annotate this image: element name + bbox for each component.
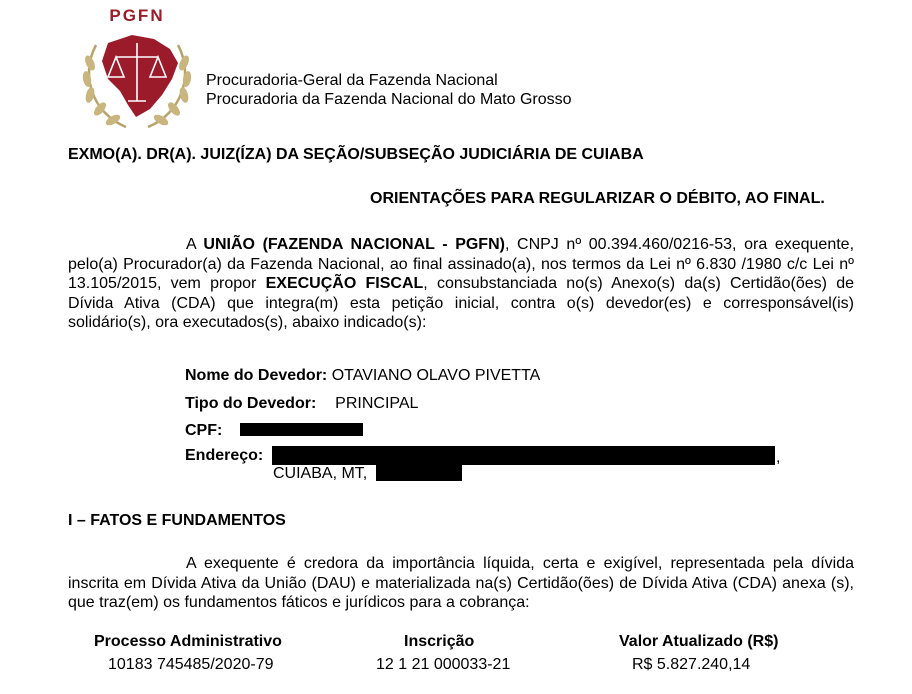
org-line-2: Procuradoria da Fazenda Nacional do Mato Grosso [206, 91, 572, 108]
debtor-cpf-row [185, 422, 222, 440]
table-cell-process: 10183 745485/2020-79 [108, 656, 274, 673]
table-header-value: Valor Atualizado (R$) [619, 633, 779, 650]
addressee: EXMO(A). DR(A). JUIZ(ÍZA) DA SEÇÃO/SUBSEÇÃO JUDICIÁRIA DE CUIABA [68, 146, 644, 163]
table-cell-value: R$ 5.827.240,14 [632, 656, 751, 673]
debtor-type-row [185, 395, 418, 413]
debtor-cpf-label: CPF: [185, 422, 223, 439]
intro-text-b: , CNPJ nº 00.394.460/0216-53, ora exequente, pelo(a) Procurador(a) da Fazenda Nacional, ao final assinado(a), nos termos da Lei nº 6.830 /1980 c/c Lei nº 13.105/2015, vem propor [68, 236, 855, 292]
logo-text: PGFN [109, 6, 165, 25]
facts-paragraph [68, 554, 854, 613]
facts-text: A exequente é credora da importância líquida, certa e exigível, representada pela dívida inscrita em Dívida Ativa da União (DAU) e materializada na(s) Certidão(ões) de Dívida Ativa (CDA) anexa (s), que traz(em) os fundamentos fáticos e jurídicos para a cobrança: [68, 555, 854, 611]
debtor-name-row [185, 367, 540, 385]
debtor-address-label: Endereço: [185, 447, 264, 464]
address-redaction [272, 446, 775, 465]
cpf-redaction [240, 423, 363, 436]
address-trailing-comma: , [776, 449, 781, 466]
section-title: I – FATOS E FUNDAMENTOS [68, 512, 286, 529]
orientation-title: ORIENTAÇÕES PARA REGULARIZAR O DÉBITO, AO FINAL. [370, 190, 825, 207]
debtor-name-value: OTAVIANO OLAVO PIVETTA [331, 367, 541, 384]
debtor-type-value: PRINCIPAL [335, 395, 419, 412]
debtor-type-label: Tipo do Devedor: [185, 395, 317, 412]
intro-action: EXECUÇÃO FISCAL [265, 275, 424, 292]
intro-paragraph [68, 235, 854, 333]
table-cell-inscription: 12 1 21 000033-21 [376, 656, 511, 673]
debtor-address-row [185, 447, 263, 465]
intro-text-c: , consubstanciada no(s) Anexo(s) da(s) Certidão(ões) de Dívida Ativa (CDA) que integra(m) esta petição inicial, contra o(s) devedor(es) e corresponsável(is) solidário(s), ora executados(s), abaixo indicado(s): [68, 275, 854, 331]
table-header-inscription: Inscrição [404, 633, 475, 650]
debtor-name-label: Nome do Devedor: [185, 367, 328, 384]
org-line-1: Procuradoria-Geral da Fazenda Nacional [206, 72, 498, 89]
intro-party: UNIÃO (FAZENDA NACIONAL - PGFN) [203, 236, 505, 253]
address-line-2-redaction [376, 465, 462, 481]
pgfn-logo [74, 5, 200, 133]
intro-text-a: A [186, 236, 204, 253]
organization-header [206, 71, 572, 109]
address-line-2: CUIABA, MT, [273, 465, 368, 482]
table-header-process: Processo Administrativo [94, 633, 282, 650]
